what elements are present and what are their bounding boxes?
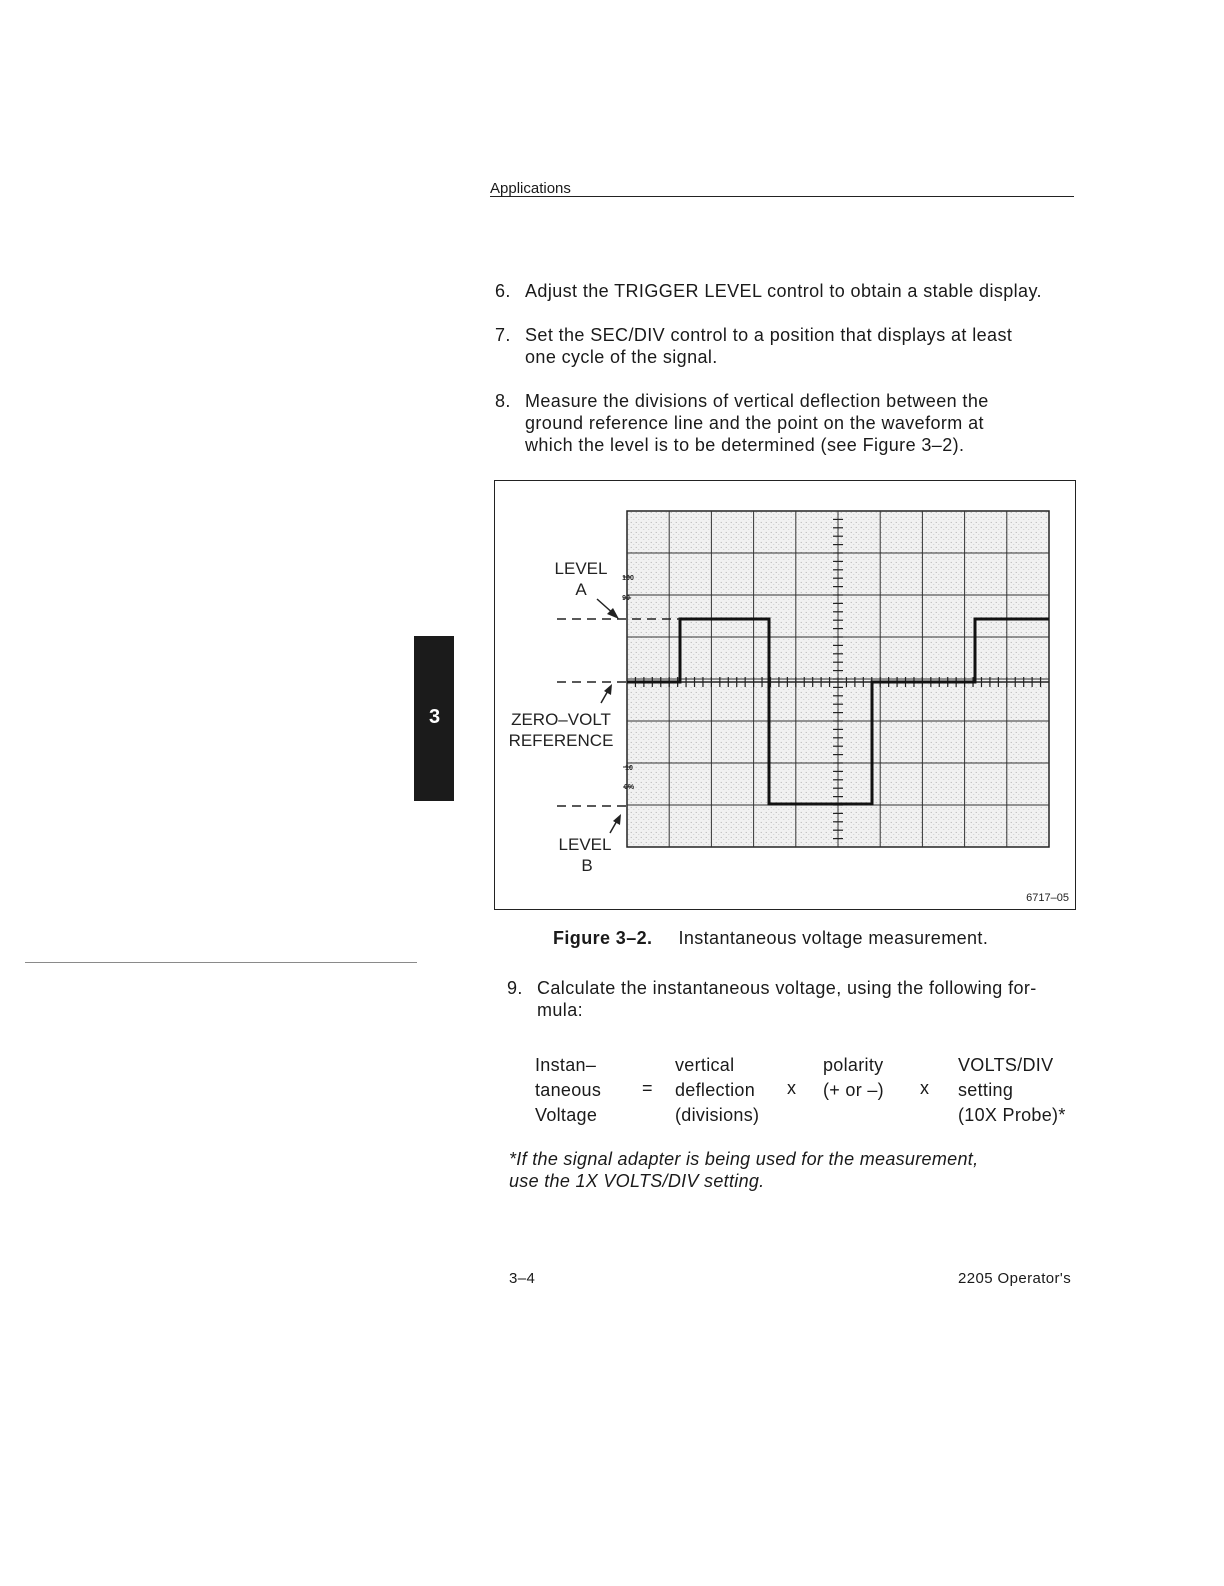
level-b-label: LEVEL [558,835,612,854]
level-b-letter: B [581,856,593,875]
step-text-line: ground reference line and the point on the waveform at [525,413,984,433]
formula-lhs-line: Instan– [535,1055,597,1075]
step-7 [495,324,1075,372]
level-b-arrowhead [613,814,621,825]
oscilloscope-diagram [495,481,1075,909]
formula-equals: = [642,1078,653,1098]
formula-term-line: setting [958,1080,1014,1100]
step-text-line: one cycle of the signal. [525,347,718,367]
section-header: Applications [490,180,571,197]
step-text-line: which the level is to be determined (see Figure 3–2). [525,435,965,455]
zero-volt-label: ZERO–VOLT [511,710,611,729]
document-title: 2205 Operator's [958,1270,1072,1287]
step-6 [495,280,1075,304]
tick-10-label: 10 [625,765,633,772]
figure-3-2 [494,480,1076,910]
formula-times-1: x [787,1078,797,1098]
formula-term-line: (divisions) [675,1105,760,1125]
step-number: 8. [495,391,511,411]
tick-90-label: 90 [622,595,630,602]
figure-caption-label: Figure 3–2. [553,928,653,948]
formula-term-line: polarity [823,1055,884,1075]
level-a-label: LEVEL [554,559,608,578]
formula-term-line: deflection [675,1080,756,1100]
step-text-line: Adjust the TRIGGER LEVEL control to obtain a stable display. [525,281,1042,301]
step-text-line: Measure the divisions of vertical deflection between the [525,391,989,411]
tick-0-label: 0% [623,784,635,791]
footnote [509,1148,978,1192]
step-9 [507,977,1085,1025]
formula-term-line: (+ or –) [823,1080,884,1100]
page-number: 3–4 [509,1270,536,1287]
formula-term-volts-div [958,1053,1066,1128]
formula-lhs-line: taneous [535,1080,602,1100]
zero-volt-arrowhead [604,684,612,695]
reference-label: REFERENCE [508,731,614,750]
step-text-line: mula: [537,1000,584,1020]
step-8 [495,390,1075,460]
formula-lhs [535,1053,601,1128]
header-rule [490,196,1074,197]
formula-term-line: vertical [675,1055,735,1075]
step-text-line: Set the SEC/DIV control to a position that displays at least [525,325,1013,345]
footnote-line: use the 1X VOLTS/DIV setting. [509,1171,765,1191]
formula-term-polarity [823,1053,884,1103]
tick-100-label: 100 [622,575,634,582]
footnote-line: *If the signal adapter is being used for the measurement, [509,1149,979,1169]
formula-term-line: VOLTS/DIV [958,1055,1054,1075]
step-text-line: Calculate the instantaneous voltage, using the following for- [537,978,1037,998]
step-number: 7. [495,325,511,345]
figure-code: 6717–05 [1026,892,1069,904]
formula-lhs-line: Voltage [535,1105,598,1125]
formula-term-line: (10X Probe)* [958,1105,1066,1125]
step-number: 9. [507,978,523,998]
formula-times-2: x [920,1078,930,1098]
figure-caption [553,928,988,949]
level-a-letter: A [575,580,587,599]
figure-caption-text: Instantaneous voltage measurement. [678,928,989,948]
chapter-tab [414,636,454,801]
formula-term-deflection [675,1053,759,1128]
step-number: 6. [495,281,511,301]
scan-artifact-line [25,962,417,963]
chapter-tab-label: 3 [429,706,441,728]
